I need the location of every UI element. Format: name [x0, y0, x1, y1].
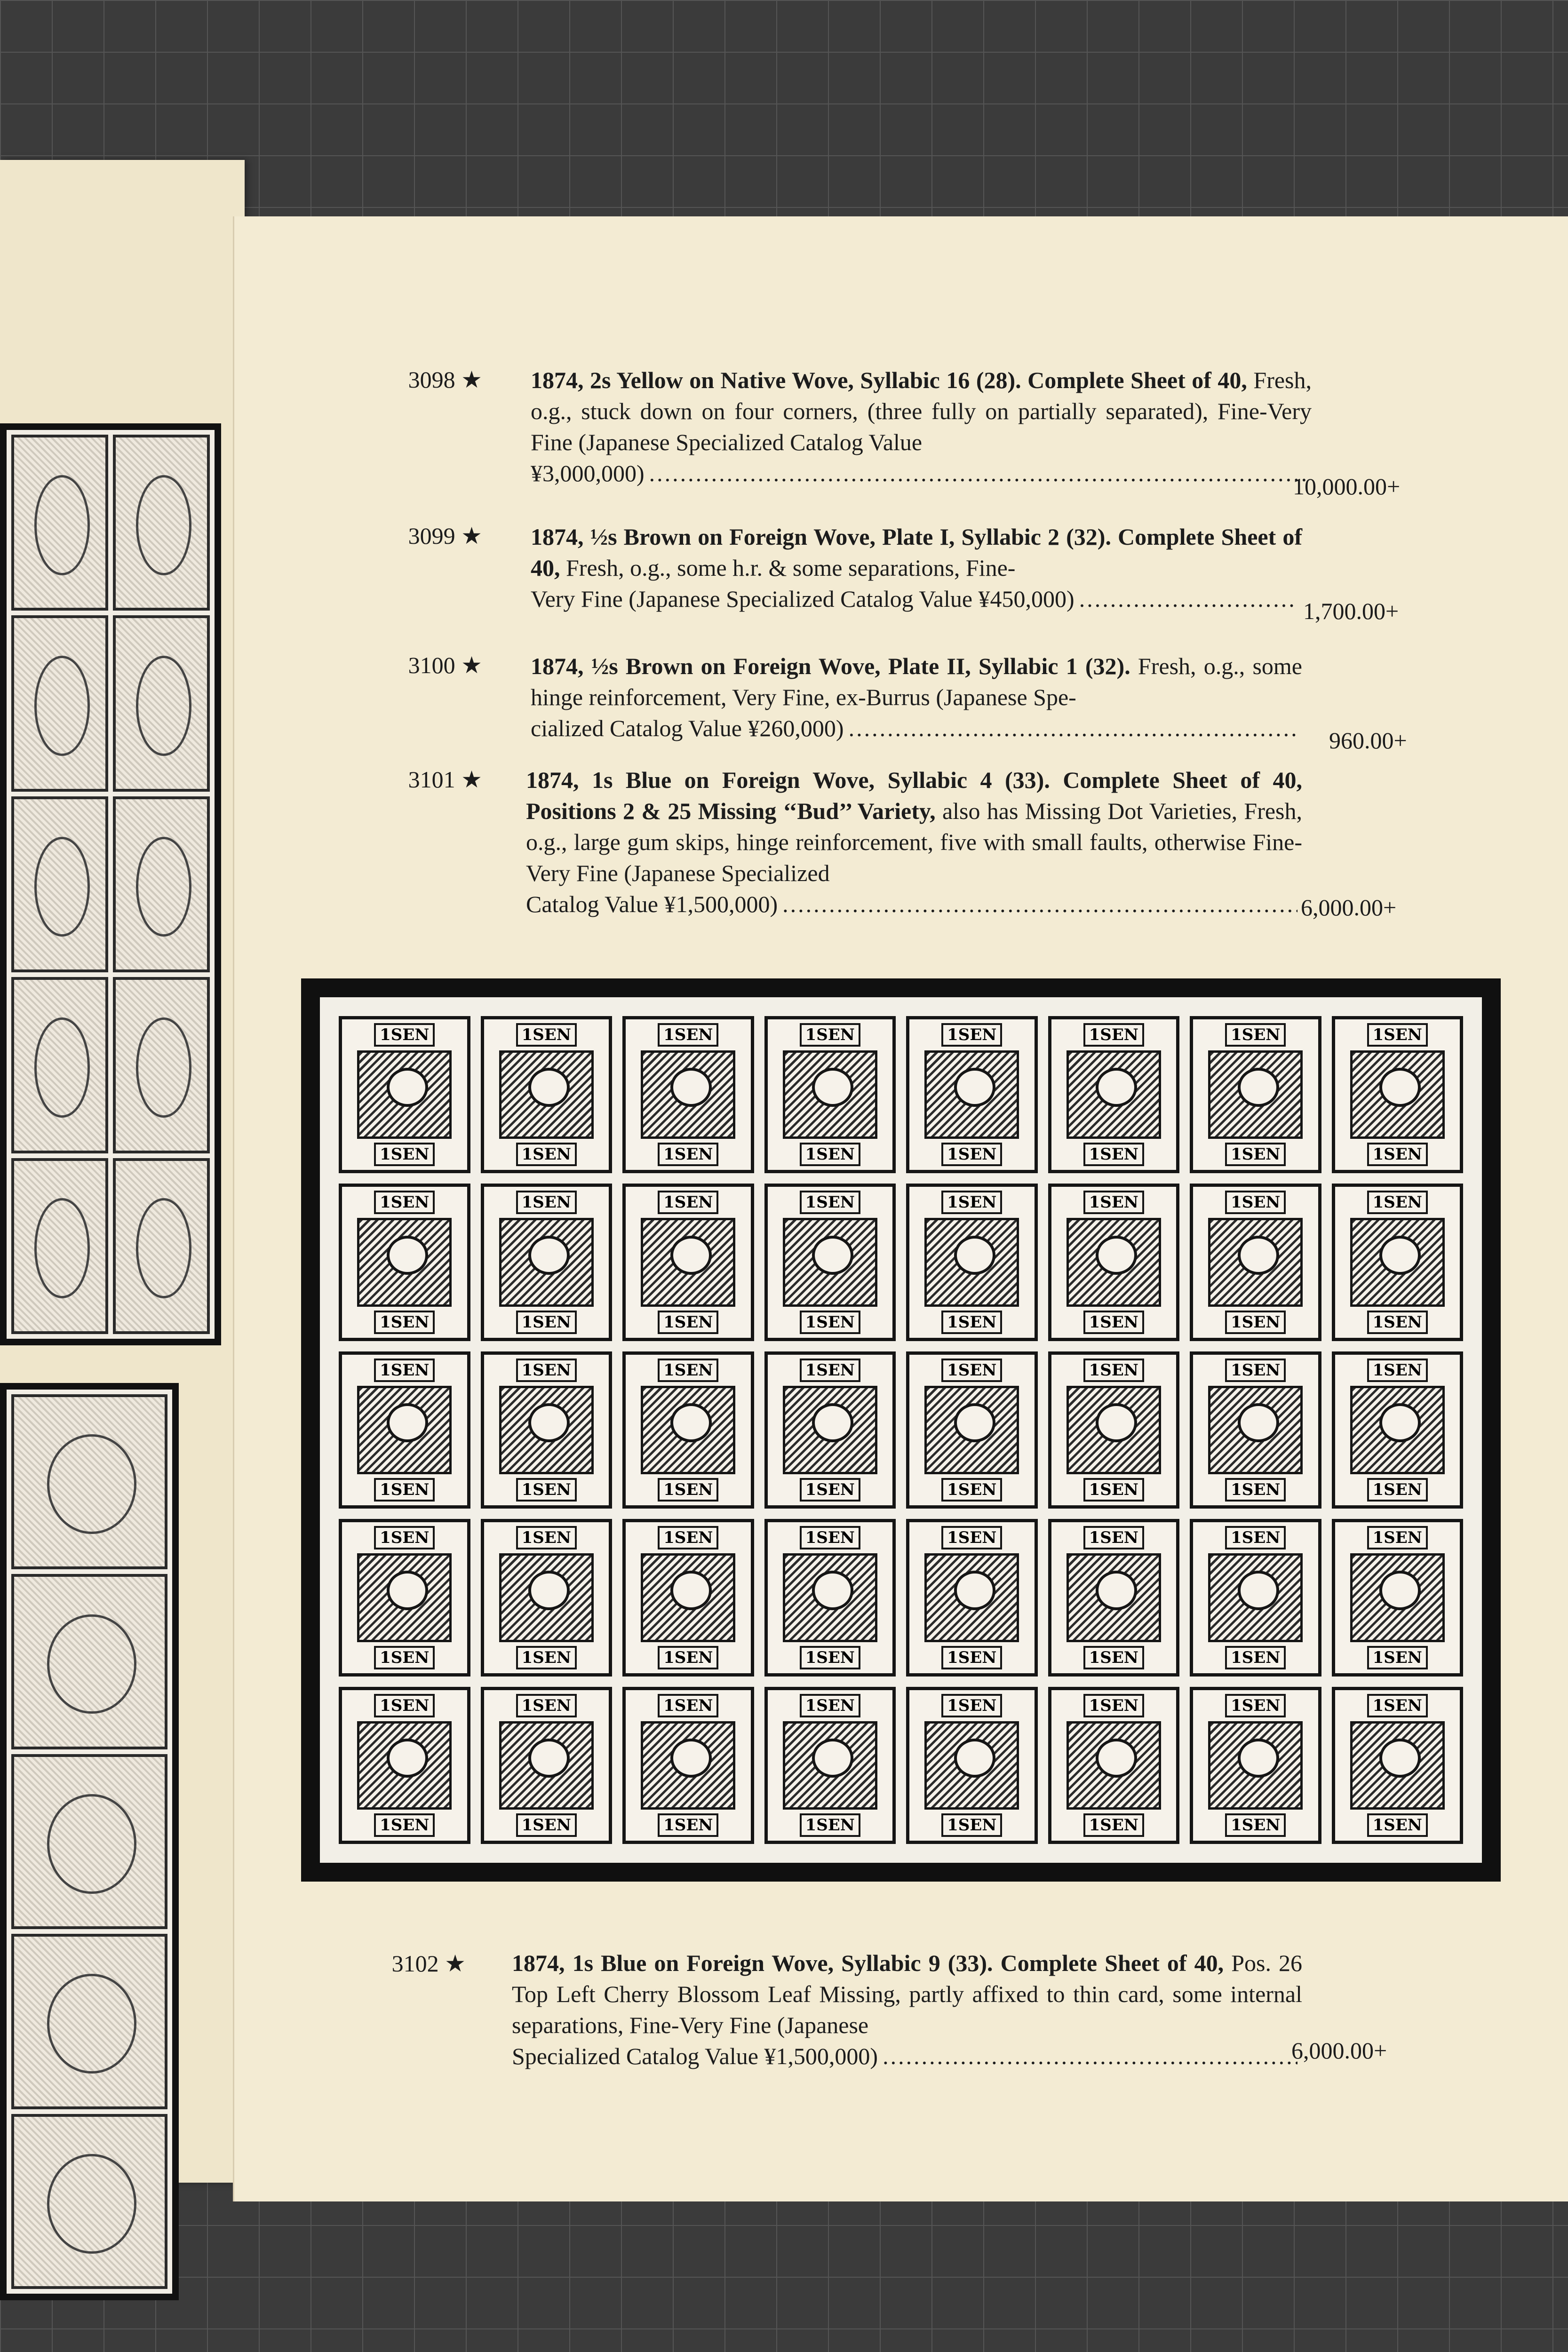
stamp-design: [1350, 1721, 1445, 1810]
stamp-design: [499, 1386, 594, 1474]
stamp-design: [499, 1218, 594, 1306]
stamp: [1332, 1687, 1464, 1844]
stamp: [1190, 1687, 1321, 1844]
stamp-label-top: 1SEN: [374, 1191, 435, 1214]
stamp-design: [783, 1553, 877, 1642]
stamp-label-top: 1SEN: [658, 1191, 718, 1214]
stamp: [113, 435, 210, 611]
stamp-design: [499, 1553, 594, 1642]
stamp-label-top: 1SEN: [800, 1023, 860, 1047]
stamp-design: [924, 1218, 1019, 1306]
lot-number: 3098 ★: [408, 366, 482, 393]
stamp-label-bottom: 1SEN: [516, 1478, 577, 1502]
left-stamp-sheet-bottom: [0, 1383, 179, 2300]
lot-price: 1,700.00+: [1303, 598, 1399, 624]
stamp-design: [641, 1553, 735, 1642]
stamp: [1190, 1184, 1321, 1341]
stamp-label-top: 1SEN: [1225, 1191, 1286, 1214]
stamp-design: [1208, 1218, 1303, 1306]
stamp-label-top: 1SEN: [1083, 1191, 1144, 1214]
stamp-label-bottom: 1SEN: [941, 1478, 1002, 1502]
stamp-design: [357, 1050, 452, 1139]
stamp: [906, 1016, 1038, 1173]
stamp: [11, 1934, 167, 2109]
stamp-label-top: 1SEN: [941, 1023, 1002, 1047]
stamp-design: [357, 1218, 452, 1306]
stamp-label-top: 1SEN: [374, 1359, 435, 1382]
stamp-design: [641, 1050, 735, 1139]
left-stamp-grid-top: [7, 430, 215, 1339]
stamp-label-bottom: 1SEN: [1083, 1311, 1144, 1334]
stamp-design: [1067, 1218, 1161, 1306]
stamp-label-bottom: 1SEN: [1083, 1813, 1144, 1837]
stamp-design: [1208, 1553, 1303, 1642]
lot-number: 3099 ★: [408, 523, 482, 549]
stamp: [481, 1519, 613, 1676]
stamp-label-top: 1SEN: [658, 1023, 718, 1047]
stamp-label-bottom: 1SEN: [658, 1478, 718, 1502]
stamp-label-top: 1SEN: [516, 1359, 577, 1382]
stamp-label-bottom: 1SEN: [1225, 1646, 1286, 1669]
stamp-design: [783, 1218, 877, 1306]
stamp-label-bottom: 1SEN: [374, 1813, 435, 1837]
left-stamp-grid-bottom: [7, 1390, 172, 2294]
stamp-label-bottom: 1SEN: [941, 1646, 1002, 1669]
stamp-label-bottom: 1SEN: [1367, 1646, 1428, 1669]
stamp: [339, 1351, 470, 1509]
stamp: [1048, 1184, 1180, 1341]
stamp-label-bottom: 1SEN: [516, 1311, 577, 1334]
left-stamp-sheet-top: [0, 423, 221, 1345]
stamp: [1048, 1016, 1180, 1173]
stamp: [622, 1687, 754, 1844]
stamp: [339, 1184, 470, 1341]
stamp: [622, 1351, 754, 1509]
stamp-label-top: 1SEN: [1083, 1526, 1144, 1549]
stamp-label-bottom: 1SEN: [374, 1311, 435, 1334]
stamp-design: [499, 1050, 594, 1139]
stamp-label-top: 1SEN: [941, 1694, 1002, 1717]
stamp-label-bottom: 1SEN: [1083, 1646, 1144, 1669]
stamp-label-top: 1SEN: [1367, 1526, 1428, 1549]
stamp-label-top: 1SEN: [516, 1694, 577, 1717]
stamp: [1332, 1519, 1464, 1676]
stamp: [113, 1158, 210, 1334]
stamp-label-bottom: 1SEN: [516, 1813, 577, 1837]
stamp-label-bottom: 1SEN: [516, 1143, 577, 1166]
stamp: [1190, 1519, 1321, 1676]
stamp-label-top: 1SEN: [1083, 1359, 1144, 1382]
stamp: [11, 977, 108, 1153]
stamp-label-top: 1SEN: [1083, 1023, 1144, 1047]
stamp-design: [641, 1218, 735, 1306]
stamp-label-top: 1SEN: [516, 1191, 577, 1214]
stamp: [481, 1016, 613, 1173]
stamp-label-top: 1SEN: [1225, 1526, 1286, 1549]
stamp-design: [1208, 1721, 1303, 1810]
stamp-label-bottom: 1SEN: [1367, 1143, 1428, 1166]
stamp-design: [783, 1386, 877, 1474]
stamp: [481, 1351, 613, 1509]
stamp: [1048, 1351, 1180, 1509]
stamp: [1048, 1519, 1180, 1676]
stamp-label-bottom: 1SEN: [658, 1813, 718, 1837]
stamp-design: [783, 1721, 877, 1810]
lot-description: 1874, 1s Blue on Foreign Wove, Syllabic 4 (33). Complete Sheet of 40, Positions 2 & 25 Missing ‘‘Bud’’ Variety, also has Missing Dot Varieties, Fresh, o.g., large gum skips, hinge reinforcement, five with small faults, otherwise Fine-Very Fine (Japanese Specialized Catalog Value ¥1,500,000) .....: [526, 764, 1302, 920]
stamp-design: [924, 1050, 1019, 1139]
stamp-label-top: 1SEN: [800, 1191, 860, 1214]
stamp: [1332, 1016, 1464, 1173]
stamp-design: [1350, 1553, 1445, 1642]
stamp-label-top: 1SEN: [374, 1526, 435, 1549]
lot-description: 1874, 1s Blue on Foreign Wove, Syllabic 9 (33). Complete Sheet of 40, Pos. 26 Top Left Cherry Blossom Leaf Missing, partly affixed to thin card, some internal separations, Fine-Very Fine (Japanese Specialized Catalog Value ¥1,500,000) .....: [512, 1947, 1302, 2072]
stamp: [339, 1016, 470, 1173]
lot-number: 3102 ★: [391, 1950, 466, 1977]
stamp: [113, 796, 210, 972]
stamp: [1190, 1016, 1321, 1173]
stamp-label-bottom: 1SEN: [1367, 1813, 1428, 1837]
stamp-label-bottom: 1SEN: [374, 1143, 435, 1166]
stamp: [764, 1519, 896, 1676]
stamp-label-top: 1SEN: [1367, 1694, 1428, 1717]
stamp: [481, 1687, 613, 1844]
stamp: [1190, 1351, 1321, 1509]
stamp-label-bottom: 1SEN: [941, 1813, 1002, 1837]
stamp-sheet-grid: [320, 997, 1482, 1863]
stamp-label-top: 1SEN: [658, 1694, 718, 1717]
stamp-label-bottom: 1SEN: [800, 1311, 860, 1334]
stamp: [11, 796, 108, 972]
stamp: [622, 1184, 754, 1341]
stamp-design: [924, 1553, 1019, 1642]
stamp-label-bottom: 1SEN: [658, 1311, 718, 1334]
stamp-label-top: 1SEN: [374, 1694, 435, 1717]
stamp-label-bottom: 1SEN: [516, 1646, 577, 1669]
stamp: [1332, 1184, 1464, 1341]
stamp-design: [641, 1386, 735, 1474]
stamp-label-top: 1SEN: [800, 1694, 860, 1717]
stamp-label-top: 1SEN: [800, 1359, 860, 1382]
stamp-label-top: 1SEN: [1225, 1023, 1286, 1047]
stamp: [11, 435, 108, 611]
stamp-label-top: 1SEN: [516, 1023, 577, 1047]
stamp-label-top: 1SEN: [658, 1359, 718, 1382]
stamp: [11, 1158, 108, 1334]
stamp-label-top: 1SEN: [941, 1191, 1002, 1214]
stamp: [1332, 1351, 1464, 1509]
lot-description: 1874, ½s Brown on Foreign Wove, Plate I, Syllabic 2 (32). Complete Sheet of 40, Fresh, o.g., some h.r. & some separations, Fine- Very Fine (Japanese Specialized Catalog Value ¥450,000) .....: [531, 521, 1302, 614]
stamp-label-bottom: 1SEN: [658, 1143, 718, 1166]
stamp-design: [1208, 1386, 1303, 1474]
stamp-label-bottom: 1SEN: [1225, 1478, 1286, 1502]
stamp-label-top: 1SEN: [516, 1526, 577, 1549]
stamp: [622, 1016, 754, 1173]
stamp: [622, 1519, 754, 1676]
stamp-sheet-illustration: [301, 978, 1501, 1882]
lot-price: 6,000.00+: [1291, 2037, 1387, 2064]
stamp-label-bottom: 1SEN: [1225, 1311, 1286, 1334]
stamp-label-top: 1SEN: [1367, 1023, 1428, 1047]
stamp: [339, 1519, 470, 1676]
stamp: [11, 615, 108, 791]
stamp-design: [783, 1050, 877, 1139]
lot-price: 10,000.00+: [1293, 473, 1401, 500]
stamp-design: [1067, 1386, 1161, 1474]
stamp-label-top: 1SEN: [374, 1023, 435, 1047]
stamp-design: [1067, 1553, 1161, 1642]
lot-price: 6,000.00+: [1301, 894, 1397, 921]
stamp: [339, 1687, 470, 1844]
stamp: [906, 1687, 1038, 1844]
stamp-label-bottom: 1SEN: [1225, 1813, 1286, 1837]
stamp-label-top: 1SEN: [658, 1526, 718, 1549]
stamp-label-bottom: 1SEN: [941, 1143, 1002, 1166]
stamp: [113, 615, 210, 791]
stamp-design: [1208, 1050, 1303, 1139]
stamp-design: [924, 1721, 1019, 1810]
stamp-label-top: 1SEN: [1225, 1359, 1286, 1382]
stamp: [764, 1687, 896, 1844]
lot-price: 960.00+: [1329, 727, 1407, 754]
stamp-label-bottom: 1SEN: [1367, 1311, 1428, 1334]
lot-description: 1874, ½s Brown on Foreign Wove, Plate II, Syllabic 1 (32). Fresh, o.g., some hinge reinforcement, Very Fine, ex-Burrus (Japanese Spe- cialized Catalog Value ¥260,000) .....: [531, 651, 1302, 744]
stamp: [113, 977, 210, 1153]
stamp: [764, 1184, 896, 1341]
lot-number: 3100 ★: [408, 652, 482, 678]
stamp: [906, 1519, 1038, 1676]
stamp-design: [499, 1721, 594, 1810]
lot-description: 1874, 2s Yellow on Native Wove, Syllabic 16 (28). Complete Sheet of 40, Fresh, o.g., stuck down on four corners, (three fully on partially separated), Fine-Very Fine (Japanese Specialized Catalog Value ¥3,000,000) .....: [531, 365, 1312, 489]
stamp-label-top: 1SEN: [1367, 1359, 1428, 1382]
stamp: [481, 1184, 613, 1341]
stamp: [11, 2114, 167, 2289]
stamp-label-bottom: 1SEN: [800, 1143, 860, 1166]
stamp-label-bottom: 1SEN: [374, 1646, 435, 1669]
stamp-label-bottom: 1SEN: [941, 1311, 1002, 1334]
stamp-label-bottom: 1SEN: [1083, 1143, 1144, 1166]
stamp-label-bottom: 1SEN: [800, 1478, 860, 1502]
stamp-label-top: 1SEN: [941, 1526, 1002, 1549]
stamp: [906, 1184, 1038, 1341]
stamp-label-bottom: 1SEN: [374, 1478, 435, 1502]
stamp-label-bottom: 1SEN: [800, 1646, 860, 1669]
stamp-design: [1350, 1050, 1445, 1139]
stamp-label-bottom: 1SEN: [1367, 1478, 1428, 1502]
stamp-design: [357, 1721, 452, 1810]
stamp-label-bottom: 1SEN: [1083, 1478, 1144, 1502]
stamp-design: [1350, 1386, 1445, 1474]
stamp-label-top: 1SEN: [941, 1359, 1002, 1382]
stamp-design: [1350, 1218, 1445, 1306]
stamp-label-top: 1SEN: [1083, 1694, 1144, 1717]
stamp: [764, 1016, 896, 1173]
stamp-design: [1067, 1721, 1161, 1810]
left-page: [0, 160, 245, 2183]
stamp-design: [924, 1386, 1019, 1474]
stamp: [906, 1351, 1038, 1509]
stamp-label-bottom: 1SEN: [1225, 1143, 1286, 1166]
stamp: [11, 1394, 167, 1569]
stamp-design: [357, 1386, 452, 1474]
stamp-design: [1067, 1050, 1161, 1139]
stamp: [11, 1754, 167, 1929]
stamp-label-bottom: 1SEN: [658, 1646, 718, 1669]
lot-number: 3101 ★: [408, 766, 482, 793]
stamp-label-top: 1SEN: [800, 1526, 860, 1549]
stamp-label-top: 1SEN: [1367, 1191, 1428, 1214]
stamp-label-top: 1SEN: [1225, 1694, 1286, 1717]
stamp-design: [641, 1721, 735, 1810]
stamp: [11, 1574, 167, 1749]
stamp-label-bottom: 1SEN: [800, 1813, 860, 1837]
stamp-design: [357, 1553, 452, 1642]
stamp: [764, 1351, 896, 1509]
stamp: [1048, 1687, 1180, 1844]
